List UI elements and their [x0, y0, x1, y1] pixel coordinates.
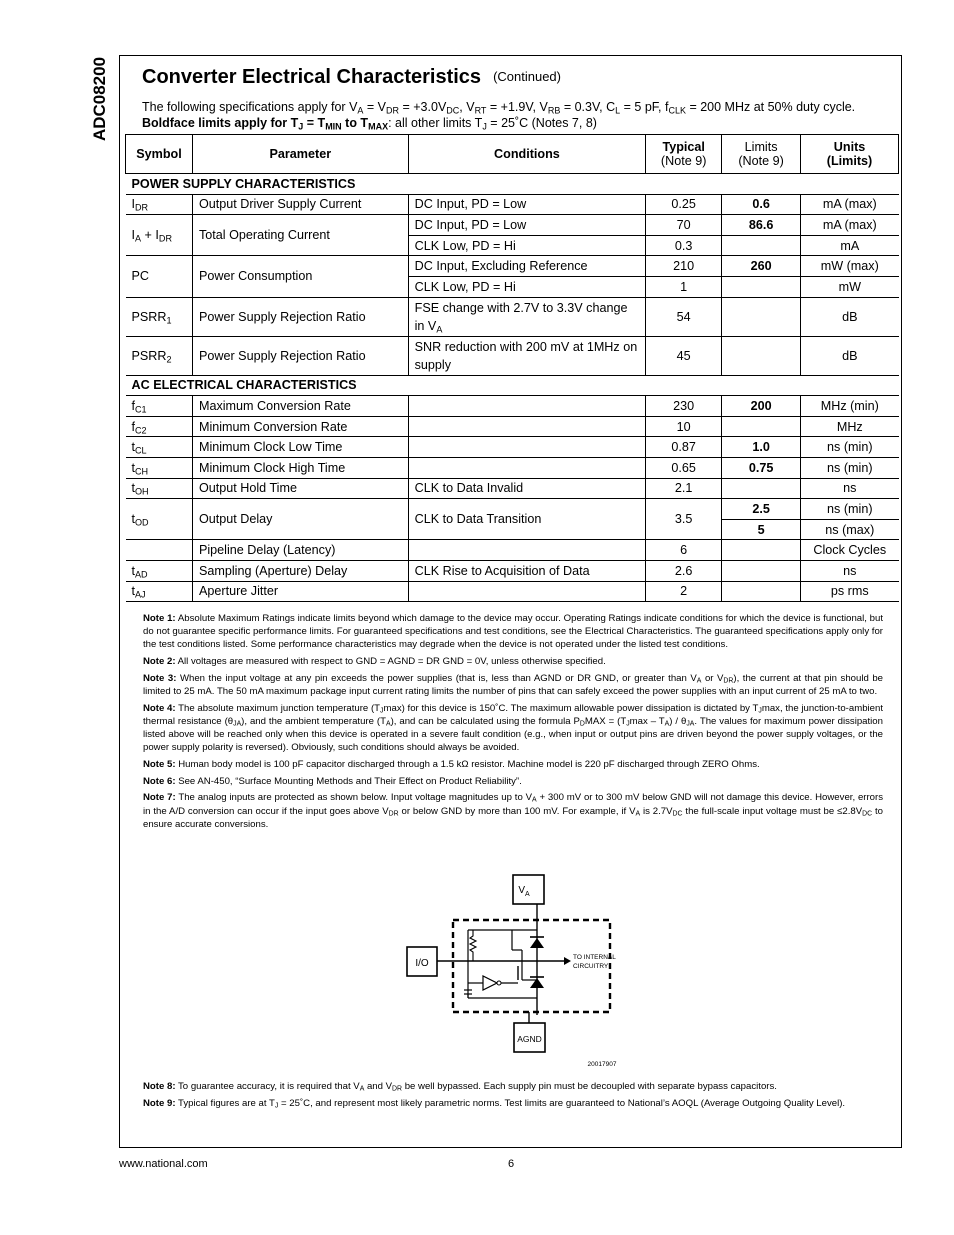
notes-section: [143, 612, 883, 835]
header-limits: Limits (Note 9): [722, 135, 801, 174]
circuitry-label: CIRCUITRY: [573, 963, 609, 970]
table-row: Pipeline Delay (Latency) 6 Clock Cycles: [126, 540, 899, 561]
table-row: $f_{C1}$ Maximum Conversion Rate 230 200 MHz (min): [126, 396, 899, 417]
upper-diode: [530, 938, 544, 948]
table-row: $t_{CL}$ Minimum Clock Low Time 0.87 1.0 ns (min): [126, 437, 899, 458]
input-protection-diagram: [400, 870, 640, 1070]
io-label: I/O: [415, 958, 429, 969]
table-row: 5 ns (max): [126, 519, 899, 540]
table-row: PC Power Consumption DC Input, Excluding Reference 210 260 mW (max): [126, 256, 899, 277]
header-typical: Typical (Note 9): [646, 135, 722, 174]
note-2: Note 2: All voltages are measured with respect to GND = AGND = DR GND = 0V, unless otherwise specified.: [143, 656, 606, 668]
table-row: CLK Low, PD = Hi 0.3 mA: [126, 235, 899, 256]
note-6: Note 6: See AN-450, “Surface Mounting Methods and Their Effect on Product Reliability”.: [143, 775, 522, 787]
note-3: Note 3: When the input voltage at any pin exceeds the power supplies (that is, less than AGND or DR GND, or greater than $V_A$ or $V_{DR}$), the current at that pin should be limited to 25 mA. The 50 mA maximum package input current rating limits the number of pins that can safely exceed the power supplies with an input current of 25 mA to two.: [143, 672, 884, 698]
spec-conditions: The following specifications apply for $V_A = V_{DR} = +3.0V_{DC}$, $V_{RT} = +1.9V$, $V_{RB} = 0.3V$, $C_L = 5$ pF, $f_{CLK} = 200$ MHz at 50% duty cycle. Boldface limits apply for $T_J = T_{MIN}$ to $T_{MAX}$: all other limits $T_J$ = 25˚C (Notes 7, 8): [142, 100, 856, 132]
header-symbol: Symbol: [126, 135, 193, 174]
part-number-label: ADC08200: [90, 56, 109, 142]
table-row: $PSRR_2$ Power Supply Rejection Ratio SNR reduction with 200 mV at 1MHz on supply 45 dB: [126, 336, 899, 375]
note-8: Note 8: To guarantee accuracy, it is required that $V_A$ and $V_{DR}$ be well bypassed. Each supply pin must be decoupled with separate bypass capacitors.: [143, 1081, 777, 1093]
page-number: 6: [508, 1158, 515, 1170]
table-row: $I_{DR}$ Output Driver Supply Current DC Input, PD = Low 0.25 0.6 mA (max): [126, 194, 899, 215]
header-parameter: Parameter: [192, 135, 408, 174]
table-row: $t_{AD}$ Sampling (Aperture) Delay CLK Rise to Acquisition of Data 2.6 ns: [126, 560, 899, 581]
to-internal-label: TO INTERNAL: [573, 954, 616, 961]
note-4: Note 4: The absolute maximum junction temperature $(T_J\max)$ for this device is 150˚C. The maximum allowable power dissipation is dictated by $T_J\max$, the junction-to-ambient thermal resistance $(\theta_{JA})$, and the ambient temperature $(T_A)$, and can be calculated using the formula $P_DMAX = (T_J\max - T_A) / \theta_{JA}$. The values for maximum power dissipation listed above will be reached only when this device is operated in a severe fault condition (e.g., when input or output pins are driven beyond the power supply voltages, or the power supply polarity is reversed). Obviously, such conditions should always be avoided.: [143, 702, 884, 754]
header-conditions: Conditions: [408, 135, 646, 174]
note-9: Note 9: Typical figures are at $T_J$ = 25˚C, and represent most likely parametric norms. Test limits are guaranteed to National’s AOQL (Average Outgoing Quality Level).: [143, 1097, 846, 1110]
electrical-characteristics-table: [125, 134, 899, 602]
table-row: CLK Low, PD = Hi 1 mW: [126, 276, 899, 297]
va-label: $V_A$: [518, 885, 530, 898]
table-row: $f_{C2}$ Minimum Conversion Rate 10 MHz: [126, 416, 899, 437]
header-units: Units (Limits): [801, 135, 899, 174]
table-row: $t_{AJ}$ Aperture Jitter 2 ps rms: [126, 581, 899, 602]
table-row: $t_{OH}$ Output Hold Time CLK to Data Invalid 2.1 ns: [126, 478, 899, 499]
section-power-supply: POWER SUPPLY CHARACTERISTICS: [126, 174, 899, 195]
section-ac-electrical: AC ELECTRICAL CHARACTERISTICS: [126, 375, 899, 396]
title-suffix: (Continued): [493, 69, 561, 84]
note-5: Note 5: Human body model is 100 pF capacitor discharged through a 1.5 kΩ resistor. Machine model is 220 pF discharged through ZERO Ohms.: [143, 759, 760, 771]
notes-section-2: [143, 1080, 883, 1113]
buffer-gate: [483, 976, 497, 990]
note-1: Note 1: Absolute Maximum Ratings indicate limits beyond which damage to the device may occur. Operating Ratings indicate conditions for which the device is functional, but do not guarantee specific performance limits. For guaranteed specifications and test conditions, see the Electrical Characteristics. The guaranteed specifications apply only for the test conditions listed. Some performance characteristics may degrade when the device is not operated under the listed test conditions.: [143, 613, 884, 651]
table-row: $t_{OD}$ Output Delay CLK to Data Transition 3.5 2.5 ns (min): [126, 499, 899, 520]
note-7: Note 7: The analog inputs are protected as shown below. Input voltage magnitudes up to $V_A + 300$ mV or to 300 mV below GND will not damage this device. However, errors in the A/D conversion can occur if the input goes above $V_{DR}$ or below GND by more than 100 mV. For example, if $V_A$ is $2.7V_{DC}$ the full-scale input voltage must be $\le 2.8V_{DC}$ to ensure accurate conversions.: [143, 792, 883, 830]
table-row: $t_{CH}$ Minimum Clock High Time 0.65 0.75 ns (min): [126, 457, 899, 478]
page-title: Converter Electrical Characteristics (Continued): [142, 66, 561, 88]
agnd-label: AGND: [517, 1034, 542, 1044]
table-row: $I_A + I_{DR}$ Total Operating Current DC Input, PD = Low 70 86.6 mA (max): [126, 215, 899, 236]
table-row: $PSRR_1$ Power Supply Rejection Ratio FSE change with 2.7V to 3.3V change in $V_A$ 54 dB: [126, 297, 899, 336]
figure-id: 20017907: [587, 1061, 617, 1068]
footer-website: www.national.com: [119, 1158, 208, 1170]
table-header-row: [126, 135, 899, 174]
pullup-resistor: [470, 930, 476, 961]
